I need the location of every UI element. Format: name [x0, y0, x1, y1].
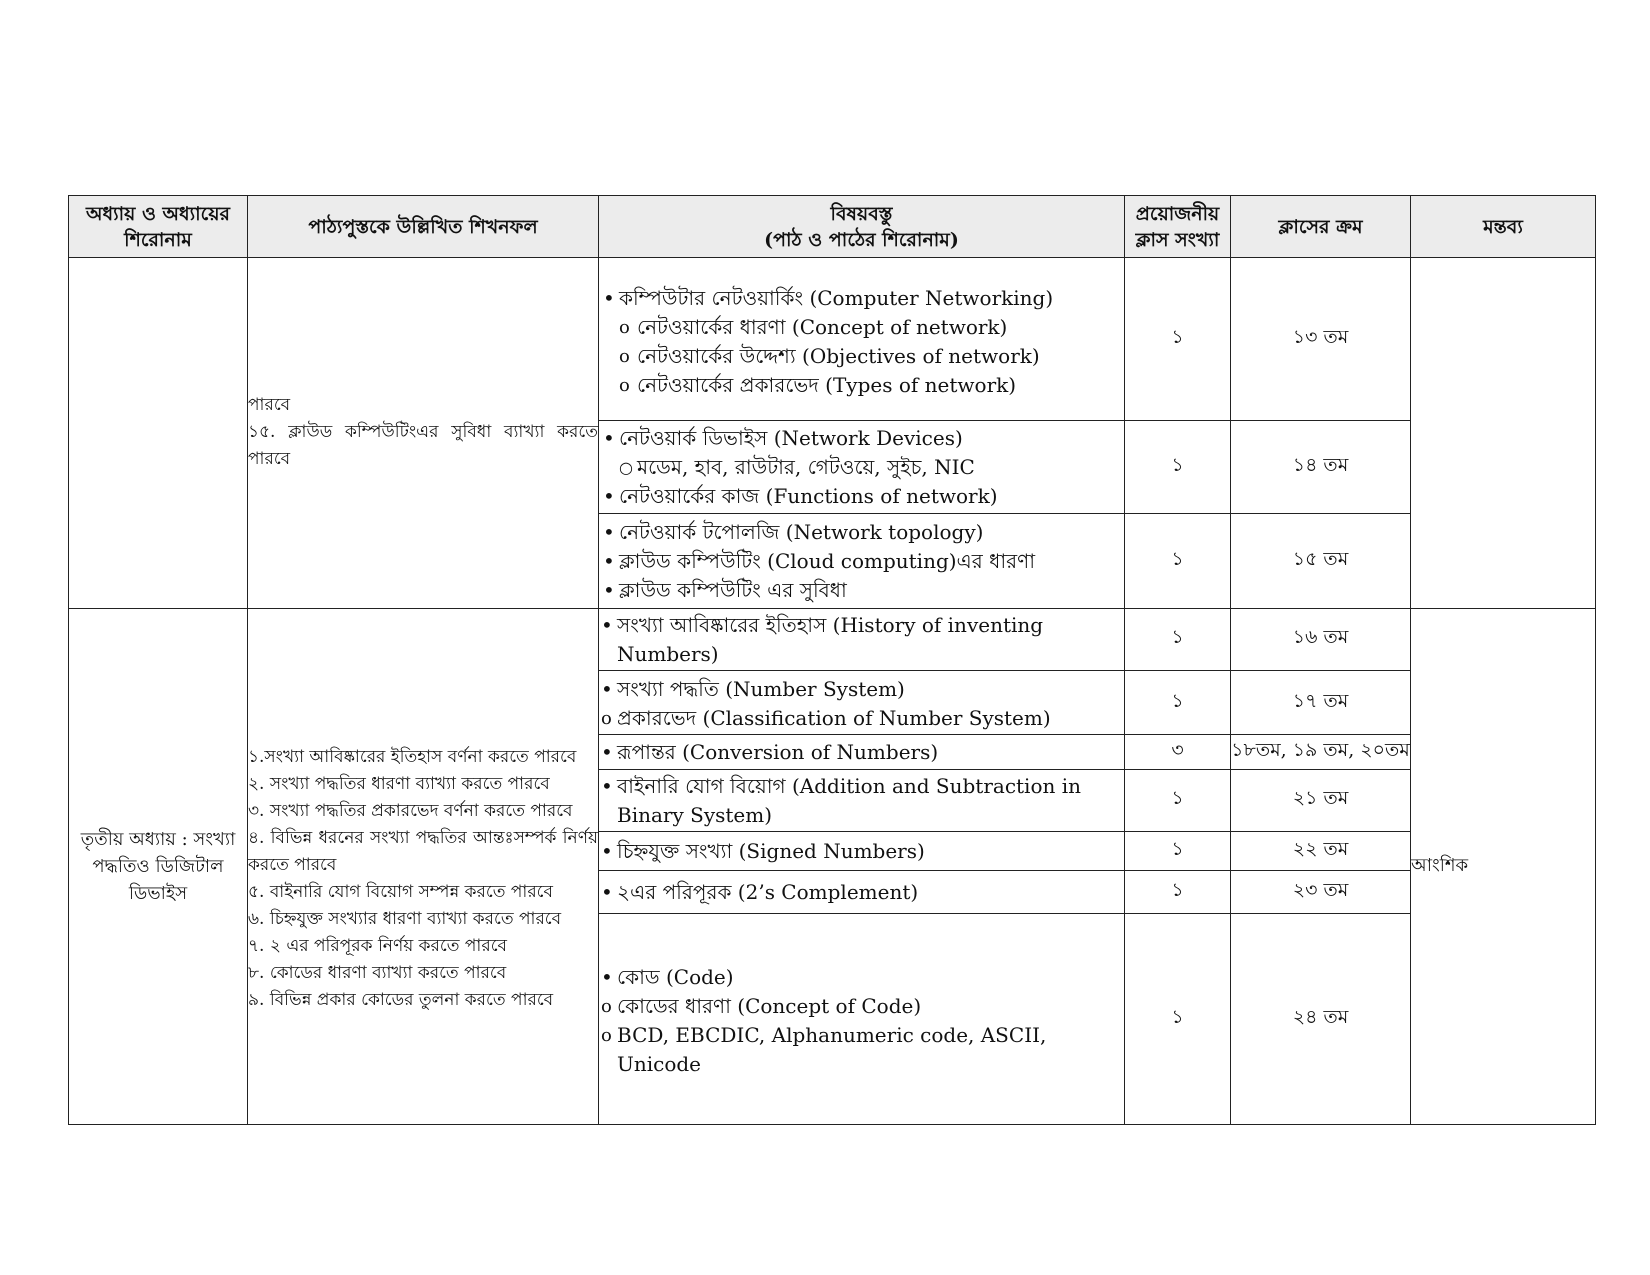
class-count: ১	[1125, 608, 1231, 670]
class-count: ৩	[1125, 735, 1231, 770]
class-count: ১	[1125, 420, 1231, 513]
outcome-item: ৩. সংখ্যা পদ্ধতির প্রকারভেদ বর্ণনা করতে পারবে	[248, 801, 573, 822]
content-cell	[599, 735, 1125, 770]
outcome-item: ৫. বাইনারি যোগ বিয়োগ সম্পন্ন করতে পারবে	[248, 882, 553, 903]
content-sub-item: o BCD, EBCDIC, Alphanumeric code, ASCII,	[599, 1021, 1124, 1050]
class-count: ১	[1125, 913, 1231, 1124]
class-count: ১	[1125, 670, 1231, 734]
syllabus-table	[68, 195, 1596, 1125]
class-count: ১	[1125, 870, 1231, 913]
table-row	[69, 258, 1596, 421]
chapter-cell-empty	[69, 258, 248, 609]
outcome-item: ১.সংখ্যা আবিষ্কারের ইতিহাস বর্ণনা করতে পারবে	[248, 747, 577, 768]
content-sub-item: o কোডের ধারণা (Concept of Code)	[599, 992, 1124, 1021]
content-bullet: • সংখ্যা আবিষ্কারের ইতিহাস (History of inventing	[599, 611, 1124, 640]
table-row	[69, 608, 1596, 670]
content-cell	[599, 831, 1125, 870]
class-count: ১	[1125, 770, 1231, 831]
content-bullet: • চিহ্নযুক্ত সংখ্যা (Signed Numbers)	[599, 837, 1124, 866]
content-bullet: • কম্পিউটার নেটওয়ার্কিং (Computer Networking)	[599, 284, 1124, 313]
content-cell	[599, 608, 1125, 670]
outcome-item: ৯. বিভিন্ন প্রকার কোডের তুলনা করতে পারবে	[248, 990, 554, 1011]
class-order: ২৪ তম	[1231, 913, 1411, 1124]
content-bullet: • ক্লাউড কম্পিউটিং (Cloud computing)এর ধারণা	[599, 547, 1124, 576]
content-cell	[599, 870, 1125, 913]
class-order: ১৪ তম	[1231, 420, 1411, 513]
content-cell	[599, 913, 1125, 1124]
header-outcomes: পাঠ্যপুস্তকে উল্লিখিত শিখনফল	[248, 196, 599, 258]
class-order: ১৩ তম	[1231, 258, 1411, 421]
outcome-item: ১৫. ক্লাউড কম্পিউটিংএর সুবিধা ব্যাখ্যা করতে পারবে	[248, 422, 598, 470]
header-content-line1: বিষয়বস্তু	[830, 202, 893, 225]
content-bullet: • ক্লাউড কম্পিউটিং এর সুবিধা	[599, 576, 1124, 605]
content-bullet-continuation: Binary System)	[617, 803, 773, 828]
class-order: ১৮তম, ১৯ তম, ২০তম	[1231, 735, 1411, 770]
class-order: ১৭ তম	[1231, 670, 1411, 734]
header-row	[69, 196, 1596, 258]
outcome-item: পারবে	[248, 395, 291, 416]
remark-cell-empty	[1411, 258, 1596, 609]
outcomes-cell	[248, 258, 599, 609]
content-cell	[599, 514, 1125, 608]
header-chapter: অধ্যায় ও অধ্যায়ের শিরোনাম	[69, 196, 248, 258]
header-class-count: প্রয়োজনীয় ক্লাস সংখ্যা	[1125, 196, 1231, 258]
outcome-item: ৬. চিহ্নযুক্ত সংখ্যার ধারণা ব্যাখ্যা করতে পারবে	[248, 909, 562, 930]
content-sub-item: o নেটওয়ার্কের প্রকারভেদ (Types of network)	[599, 371, 1124, 400]
content-bullet: • কোড (Code)	[599, 963, 1124, 992]
content-bullet-continuation: Numbers)	[617, 642, 719, 667]
content-bullet: • নেটওয়ার্ক টপোলজি (Network topology)	[599, 518, 1124, 547]
class-count: ১	[1125, 831, 1231, 870]
class-order: ১৫ তম	[1231, 514, 1411, 608]
content-bullet: • রূপান্তর (Conversion of Numbers)	[599, 738, 1124, 767]
content-bullet: • বাইনারি যোগ বিয়োগ (Addition and Subtraction in	[599, 772, 1124, 801]
content-sub-continuation: Unicode	[617, 1051, 702, 1076]
class-count: ১	[1125, 514, 1231, 608]
content-sub-item: o নেটওয়ার্কের ধারণা (Concept of network)	[599, 313, 1124, 342]
content-sub-item: o প্রকারভেদ (Classification of Number System)	[599, 704, 1124, 733]
outcome-item: ২. সংখ্যা পদ্ধতির ধারণা ব্যাখ্যা করতে পারবে	[248, 774, 550, 795]
content-sub-item: ○ মডেম, হাব, রাউটার, গেটওয়ে, সুইচ, NIC	[599, 453, 1124, 482]
content-sub-item: o নেটওয়ার্কের উদ্দেশ্য (Objectives of network)	[599, 342, 1124, 371]
content-cell	[599, 258, 1125, 421]
header-remark: মন্তব্য	[1411, 196, 1596, 258]
chapter-title: তৃতীয় অধ্যায় : সংখ্যা পদ্ধতিও ডিজিটাল ডিভাইস	[69, 608, 248, 1124]
content-cell	[599, 770, 1125, 831]
header-class-order: ক্লাসের ক্রম	[1231, 196, 1411, 258]
class-count: ১	[1125, 258, 1231, 421]
content-bullet: • ২এর পরিপূরক (2’s Complement)	[599, 878, 1124, 907]
class-order: ২১ তম	[1231, 770, 1411, 831]
outcome-item: ৪. বিভিন্ন ধরনের সংখ্যা পদ্ধতির আন্তঃসম্পর্ক নির্ণয় করতে পারবে	[248, 828, 598, 876]
header-content-line2: (পাঠ ও পাঠের শিরোনাম)	[764, 228, 959, 251]
outcome-item: ৮. কোডের ধারণা ব্যাখ্যা করতে পারবে	[248, 963, 507, 984]
remark-cell: আংশিক	[1411, 608, 1596, 1124]
content-cell	[599, 670, 1125, 734]
class-order: ২২ তম	[1231, 831, 1411, 870]
outcomes-cell	[248, 608, 599, 1124]
outcome-item: ৭. ২ এর পরিপূরক নির্ণয় করতে পারবে	[248, 936, 508, 957]
content-cell	[599, 420, 1125, 513]
header-content	[599, 196, 1125, 258]
class-order: ১৬ তম	[1231, 608, 1411, 670]
class-order: ২৩ তম	[1231, 870, 1411, 913]
content-bullet: • নেটওয়ার্ক ডিভাইস (Network Devices)	[599, 424, 1124, 453]
content-bullet: • সংখ্যা পদ্ধতি (Number System)	[599, 675, 1124, 704]
content-bullet: • নেটওয়ার্কের কাজ (Functions of network)	[599, 482, 1124, 511]
